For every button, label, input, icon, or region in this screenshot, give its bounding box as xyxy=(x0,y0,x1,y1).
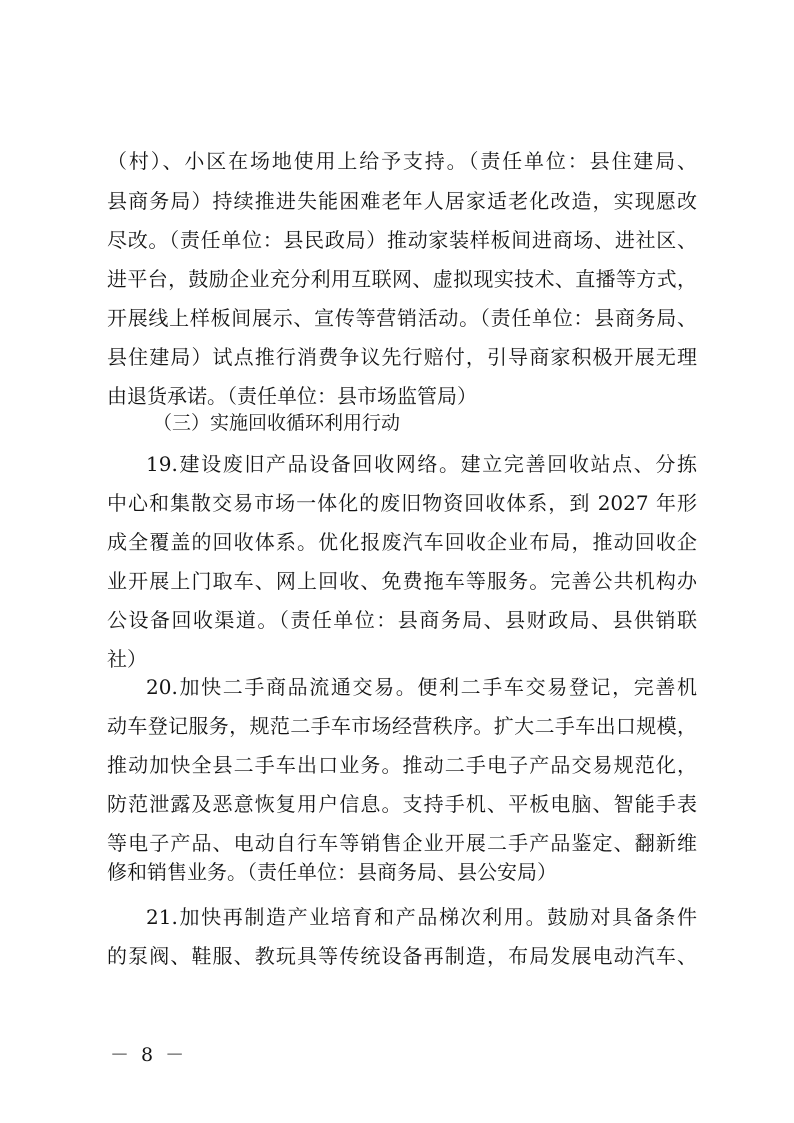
body-text-line: （村）、小区在场地使用上给予支持。（责任单位：县住建局、 xyxy=(107,149,697,173)
page-number: － 8 － xyxy=(110,1044,188,1066)
section-heading: （三）实施回收循环利用行动 xyxy=(153,412,401,434)
body-text-line: 开展线上样板间展示、宣传等营销活动。（责任单位：县商务局、 xyxy=(107,306,697,330)
body-text-line: 成全覆盖的回收体系。优化报废汽车回收企业布局，推动回收企 xyxy=(107,530,697,554)
body-text-line: 的泵阀、鞋服、教玩具等传统设备再制造，布局发展电动汽车、 xyxy=(107,944,697,968)
paragraph-first-line: 20.加快二手商品流通交易。便利二手车交易登记，完善机 xyxy=(146,675,697,699)
body-text-line: 防范泄露及恶意恢复用户信息。支持手机、平板电脑、智能手表 xyxy=(107,792,697,816)
body-text-line: 修和销售业务。（责任单位：县商务局、县公安局） xyxy=(107,860,557,884)
body-text-line: 动车登记服务，规范二手车市场经营秩序。扩大二手车出口规模， xyxy=(107,714,697,738)
body-text-line: 由退货承诺。（责任单位：县市场监管局） xyxy=(107,384,477,408)
body-text-line: 中心和集散交易市场一体化的废旧物资回收体系，到 2027 年形 xyxy=(107,491,697,515)
body-text-line: 县住建局）试点推行消费争议先行赔付，引导商家积极开展无理 xyxy=(107,345,697,369)
paragraph-first-line: 21.加快再制造产业培育和产品梯次利用。鼓励对具备条件 xyxy=(146,905,697,929)
body-text-line: 业开展上门取车、网上回收、免费拖车等服务。完善公共机构办 xyxy=(107,569,697,593)
paragraph-first-line: 19.建设废旧产品设备回收网络。建立完善回收站点、分拣 xyxy=(146,452,697,476)
body-text-line: 公设备回收渠道。（责任单位：县商务局、县财政局、县供销联 xyxy=(107,608,697,632)
body-text-line: 尽改。（责任单位：县民政局）推动家装样板间进商场、进社区、 xyxy=(107,228,697,252)
body-text-line: 县商务局）持续推进失能困难老年人居家适老化改造，实现愿改 xyxy=(107,189,697,213)
body-text-line: 等电子产品、电动自行车等销售企业开展二手产品鉴定、翻新维 xyxy=(107,831,697,855)
body-text-line: 推动加快全县二手车出口业务。推动二手电子产品交易规范化， xyxy=(107,753,697,777)
body-text-line: 社） xyxy=(107,647,147,671)
body-text-line: 进平台，鼓励企业充分利用互联网、虚拟现实技术、直播等方式， xyxy=(107,267,697,291)
